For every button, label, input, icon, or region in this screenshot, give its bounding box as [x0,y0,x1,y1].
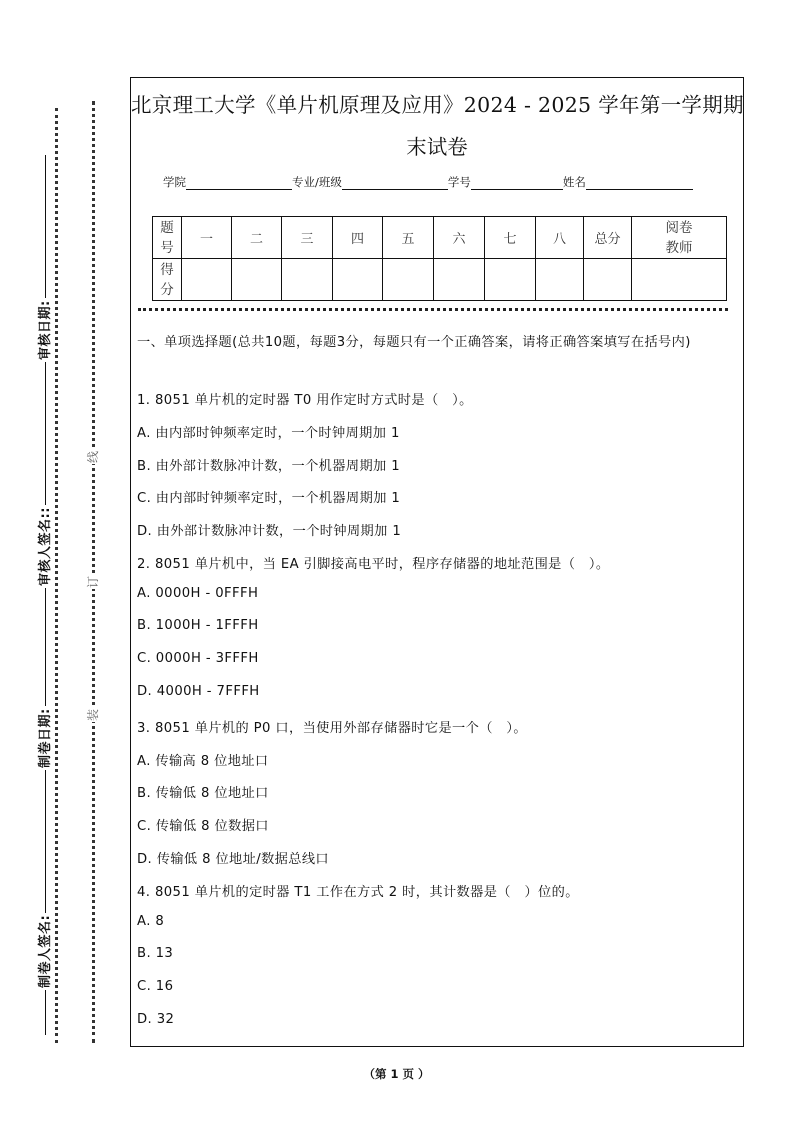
score-cell-1[interactable] [182,259,232,301]
section-1-heading: 一、单项选择题(总共10题，每题3分，每题只有一个正确答案，请将正确答案填写在括号内) [137,335,691,350]
question-4-stem: 4. 8051 单片机的定时器 T1 工作在方式 2 时，其计数器是（ ）位的。 [137,885,579,900]
name-field[interactable] [586,177,693,190]
exam-title-continued: 末试卷 [406,135,468,159]
col-5: 五 [383,217,434,259]
col-2: 二 [232,217,282,259]
score-cell-4[interactable] [333,259,383,301]
question-3-stem: 3. 8051 单片机的 P0 口，当使用外部存储器时它是一个（ ）。 [137,721,527,736]
score-cell-3[interactable] [282,259,333,301]
question-4-option-b: B. 13 [137,946,174,961]
col-4: 四 [333,217,383,259]
question-1-option-d: D. 由外部计数脉冲计数，一个时钟周期加 1 [137,524,402,539]
question-2-option-d: D. 4000H - 7FFFH [137,684,260,699]
score-cell-2[interactable] [232,259,282,301]
reviewer-signature-label: 审核人签名:: [34,505,53,588]
review-date-label: 审核日期: [34,298,53,362]
question-3-option-d: D. 传输低 8 位地址/数据总线口 [137,852,330,867]
student-info-row [163,174,693,190]
question-1-stem: 1. 8051 单片机的定时器 T0 用作定时方式时是（ ）。 [137,393,473,408]
paper-maker-signature-label: 制卷人签名: [34,913,53,990]
paper-date-label: 制卷日期: [34,706,53,770]
score-table [152,216,727,301]
question-4-option-d: D. 32 [137,1012,175,1027]
score-table-header-row [153,217,727,259]
dotted-separator [138,308,728,311]
score-cell-5[interactable] [383,259,434,301]
col-total: 总分 [584,217,632,259]
question-2-option-c: C. 0000H - 3FFFH [137,651,259,666]
student-id-label: 学号 [447,175,471,189]
name-label: 姓名 [562,175,586,189]
binding-char-xian: 线 [86,451,100,464]
score-header: 得 分 [153,259,182,301]
question-4-option-a: A. 8 [137,914,165,929]
score-cell-8[interactable] [536,259,584,301]
college-label: 学院 [163,175,186,189]
question-2-stem: 2. 8051 单片机中，当 EA 引脚接高电平时，程序存储器的地址范围是（ ）。 [137,557,610,572]
question-number-header: 题 号 [153,217,182,259]
binding-dotted-line-outer [55,108,58,1043]
page-number: （第 1 页 ） [363,1067,430,1081]
col-1: 一 [182,217,232,259]
binding-char-zhuang: 装 [86,709,100,722]
question-1-option-b: B. 由外部计数脉冲计数，一个机器周期加 1 [137,459,400,474]
student-id-field[interactable] [471,177,563,190]
binding-dotted-line-inner [92,101,95,1043]
score-cell-6[interactable] [434,259,485,301]
question-1-option-a: A. 由内部时钟频率定时，一个时钟周期加 1 [137,426,400,441]
major-class-field[interactable] [342,177,448,190]
college-field[interactable] [186,177,292,190]
score-table-score-row [153,259,727,301]
exam-title: 北京理工大学《单片机原理及应用》2024 - 2025 学年第一学期期 [131,93,744,117]
question-2-option-b: B. 1000H - 1FFFH [137,618,259,633]
binding-char-ding: 订 [86,576,100,589]
col-8: 八 [536,217,584,259]
col-3: 三 [282,217,333,259]
major-class-label: 专业/班级 [292,175,342,189]
col-grader: 阅卷 教师 [632,217,727,259]
score-cell-total[interactable] [584,259,632,301]
question-3-option-b: B. 传输低 8 位地址口 [137,786,269,801]
question-2-option-a: A. 0000H - 0FFFH [137,586,259,601]
question-4-option-c: C. 16 [137,979,174,994]
signature-line [45,155,46,1035]
exam-frame [130,77,744,1047]
question-3-option-c: C. 传输低 8 位数据口 [137,819,269,834]
col-6: 六 [434,217,485,259]
score-cell-7[interactable] [485,259,536,301]
score-cell-grader[interactable] [632,259,727,301]
col-7: 七 [485,217,536,259]
question-3-option-a: A. 传输高 8 位地址口 [137,754,269,769]
question-1-option-c: C. 由内部时钟频率定时，一个机器周期加 1 [137,491,401,506]
